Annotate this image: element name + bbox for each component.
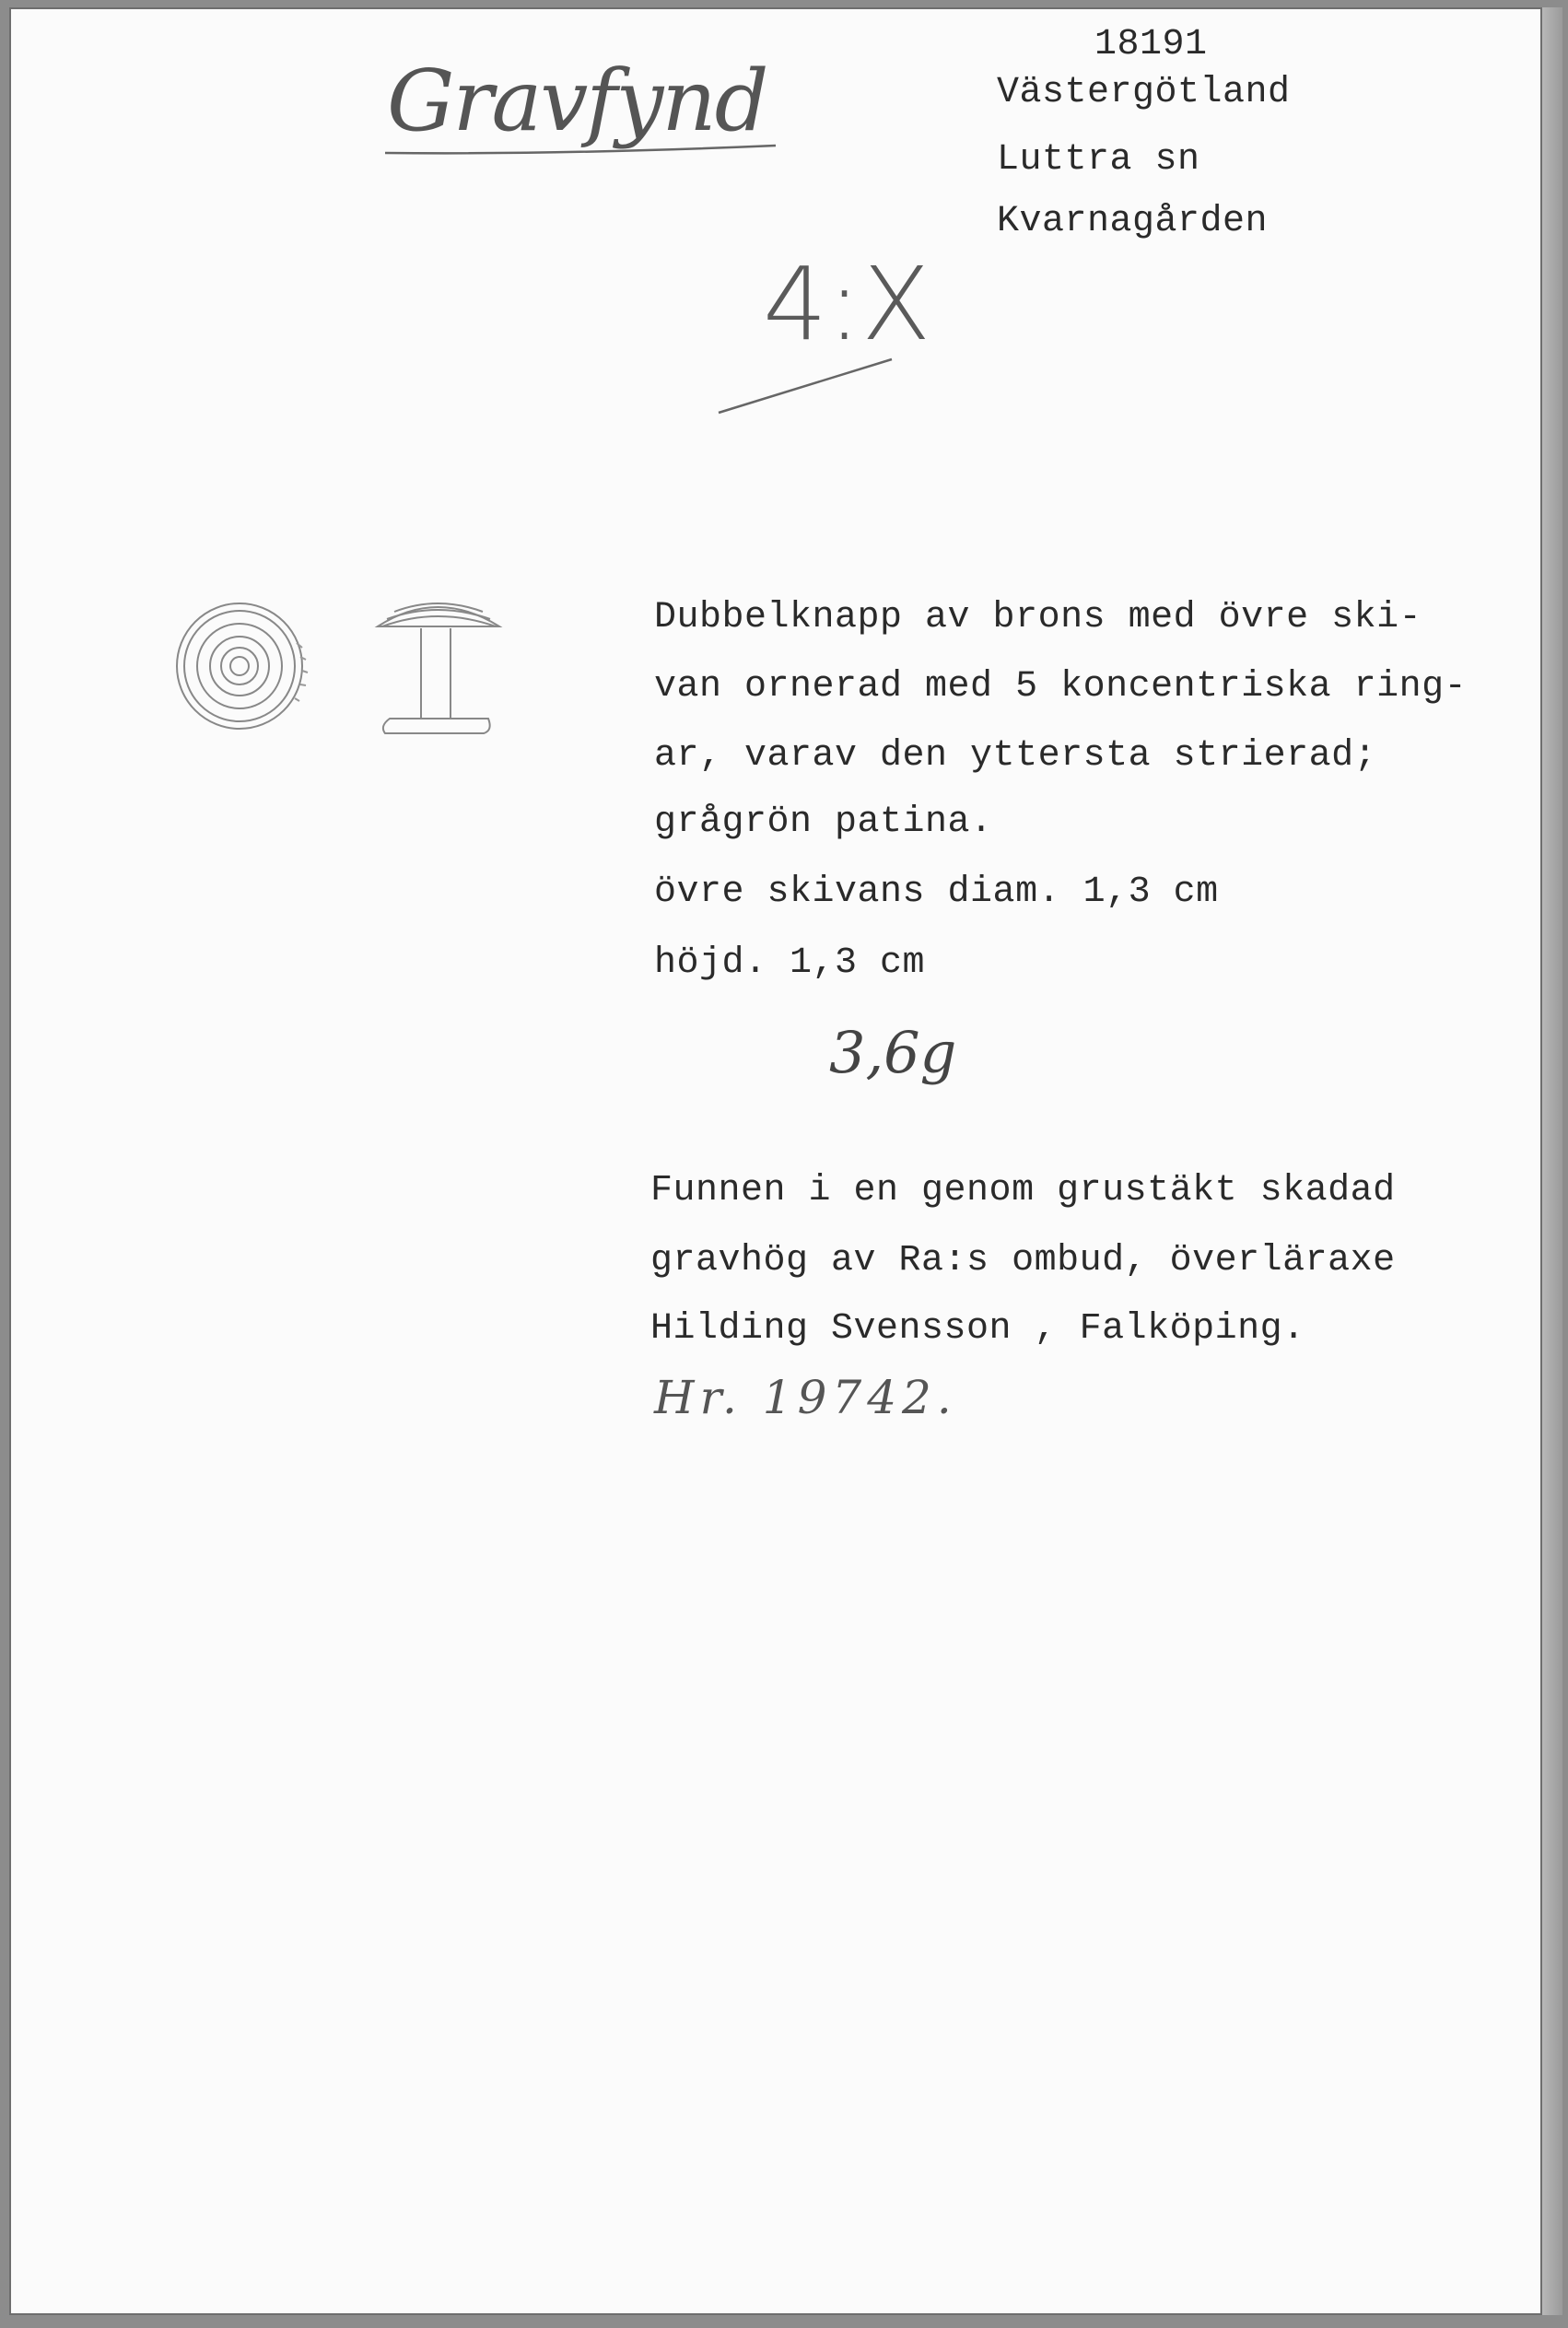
handwritten-category: Gravfynd	[387, 52, 767, 150]
handwritten-weight: 3,6g	[829, 1019, 957, 1086]
find-note-line: Hilding Svensson , Falköping.	[650, 1308, 1305, 1350]
description-line: Dubbelknapp av brons med övre ski-	[654, 597, 1422, 638]
description-line: grågrön patina.	[654, 801, 993, 843]
find-note-line: Funnen i en genom grustäkt skadad	[650, 1170, 1396, 1211]
diameter-line: övre skivans diam. 1,3 cm	[654, 872, 1219, 913]
province: Västergötland	[997, 72, 1291, 113]
button-side-view-sketch	[9, 7, 10, 8]
handwritten-reference: Hr. 19742.	[654, 1371, 957, 1424]
catalog-card	[9, 7, 1542, 2315]
height-line: höjd. 1,3 cm	[654, 942, 926, 984]
farm: Kvarnagården	[997, 201, 1269, 242]
description-line: van ornerad med 5 koncentriska ring-	[654, 666, 1468, 708]
parish: Luttra sn	[997, 139, 1200, 181]
description-line: ar, varav den yttersta strierad;	[654, 735, 1377, 777]
catalog-number: 18191	[1094, 24, 1208, 65]
handwritten-scale: 4:X	[763, 245, 931, 363]
find-note-line: gravhög av Ra:s ombud, överläraxe	[650, 1240, 1396, 1281]
